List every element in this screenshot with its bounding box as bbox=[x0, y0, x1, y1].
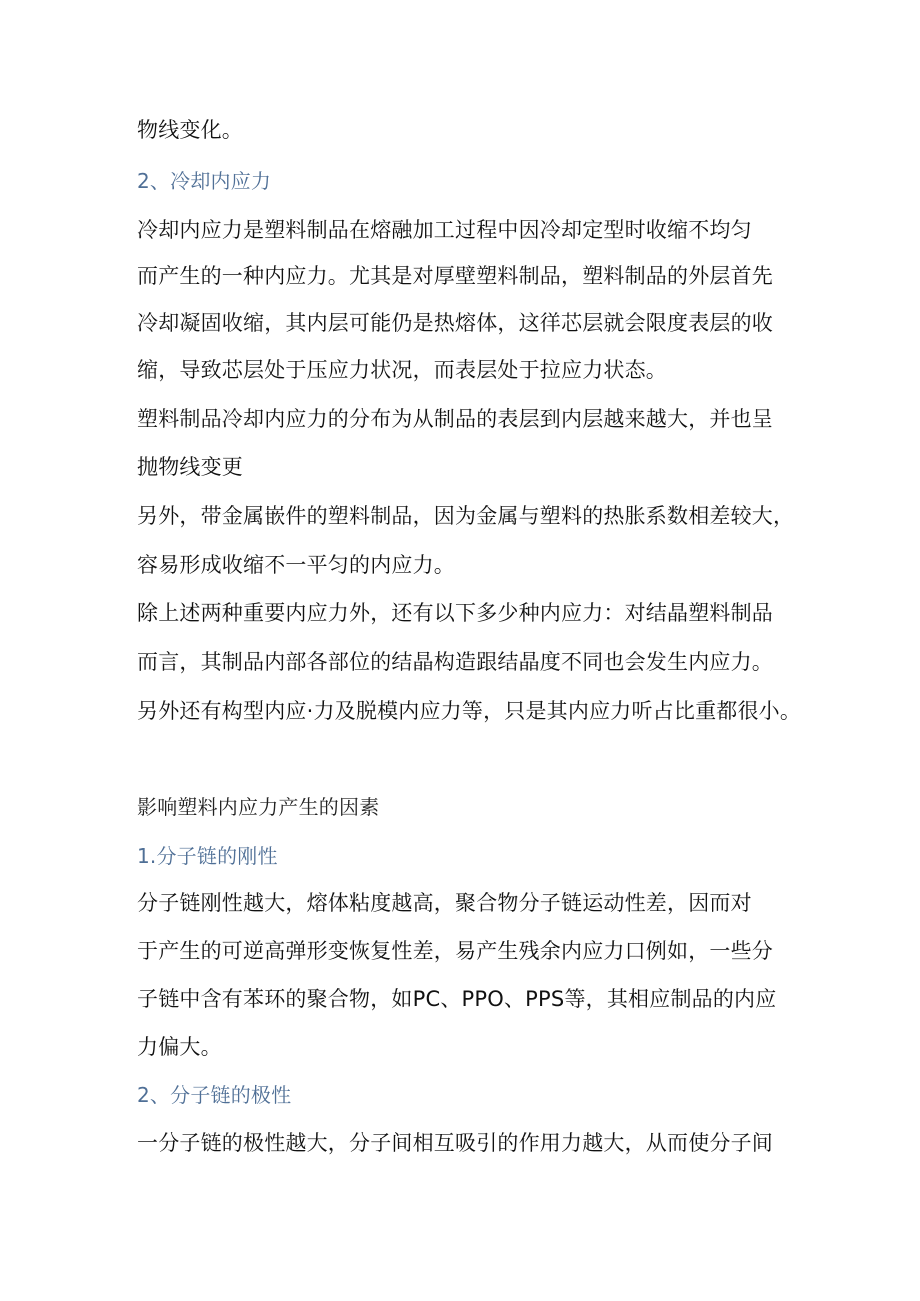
paragraph-line: 力偏大。 bbox=[137, 1035, 222, 1059]
paragraph-line: 而言，其制品内部各部位的结晶构造跟结晶度不同也会发生内应力。 bbox=[137, 650, 773, 674]
subheading-chain-rigidity: 1.分子链的刚性 bbox=[137, 844, 278, 868]
paragraph-line: 缩，导致芯层处于压应力状况，而表层处于拉应力状态。 bbox=[137, 358, 667, 382]
paragraph-line: 另外，带金属嵌件的塑料制品，因为金属与塑料的热胀系数相差较大， bbox=[137, 504, 795, 528]
paragraph-line: 抛物线变更 bbox=[137, 455, 243, 479]
paragraph-line: 另外还有构型内应·力及脱模内应力等，只是其内应力听占比重都很小。 bbox=[137, 699, 802, 723]
section-heading-cooling-stress: 2、冷却内应力 bbox=[137, 169, 272, 193]
paragraph-line: 塑料制品冷却内应力的分布为从制品的表层到内层越来越大，并也呈 bbox=[137, 407, 773, 431]
subheading-chain-polarity: 2、分子链的极性 bbox=[137, 1083, 292, 1107]
paragraph-line: 物线变化。 bbox=[137, 118, 243, 142]
paragraph-line: 除上述两种重要内应力外，还有以下多少种内应力：对结晶塑料制品 bbox=[137, 601, 773, 625]
paragraph-line: 冷却内应力是塑料制品在熔融加工过程中因冷却定型时收缩不均匀 bbox=[137, 218, 752, 242]
paragraph-line: 一分子链的极性越大，分子间相互吸引的作用力越大，从而使分子间 bbox=[137, 1131, 773, 1155]
paragraph-line: 冷却凝固收缩，其内层可能仍是热熔体，这徉芯层就会限度表层的收 bbox=[137, 311, 773, 335]
paragraph-line: 而产生的一种内应力。尤其是对厚壁塑料制品，塑料制品的外层首先 bbox=[137, 264, 773, 288]
paragraph-line: 分子链刚性越大，熔体粘度越高，聚合物分子链运动性差，因而对 bbox=[137, 891, 752, 915]
paragraph-line: 于产生的可逆高弹形变恢复性差，易产生残余内应力口例如，一些分 bbox=[137, 939, 773, 963]
section-heading-factors: 影响塑料内应力产生的因素 bbox=[137, 795, 380, 819]
paragraph-line: 容易形成收缩不一平匀的内应力。 bbox=[137, 553, 455, 577]
paragraph-line: 子链中含有苯环的聚合物，如PC、PPO、PPS等，其相应制品的内应 bbox=[137, 987, 777, 1011]
